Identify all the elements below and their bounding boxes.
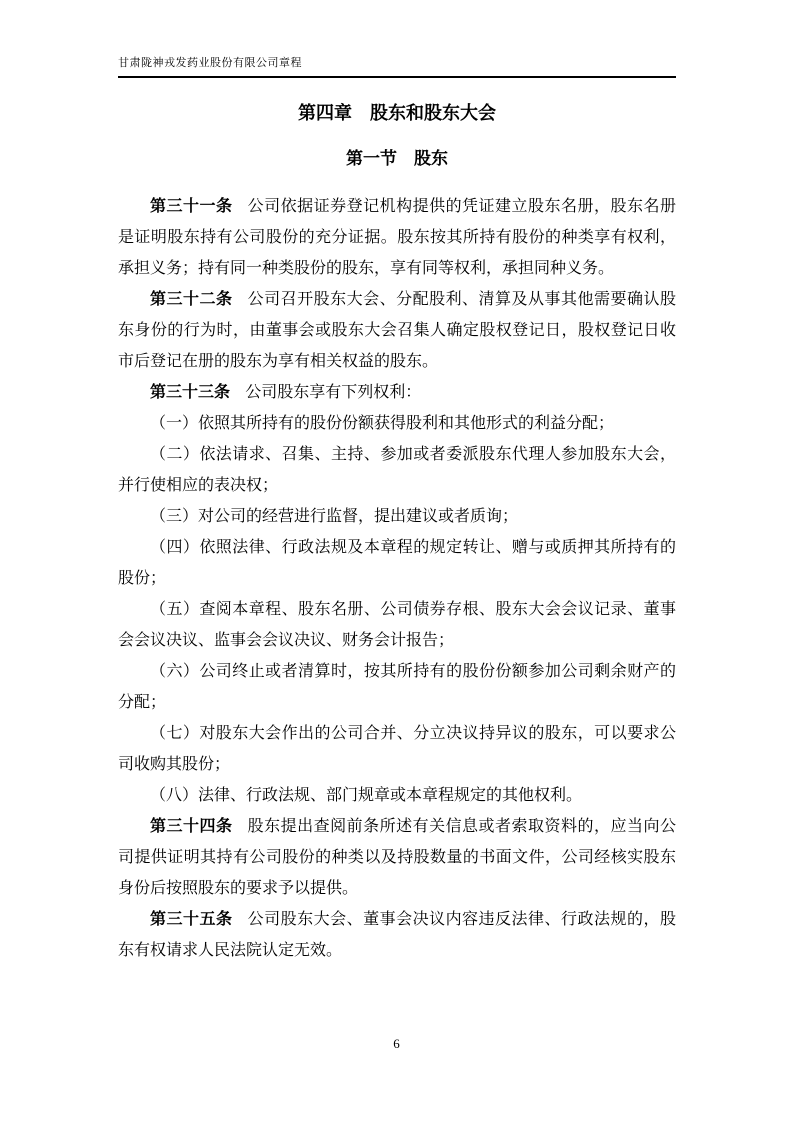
page-number: 6 xyxy=(393,1036,400,1051)
article-number-label: 第三十一条 xyxy=(150,198,233,215)
paragraph-text: （五）查阅本章程、股东名册、公司债券存根、股东大会会议记录、董事会会议决议、监事会会议决议、财务会计报告； xyxy=(118,601,676,649)
paragraph-text: （六）公司终止或者清算时，按其所持有的股份份额参加公司剩余财产的分配； xyxy=(118,663,676,711)
article-number-label: 第三十四条 xyxy=(150,818,233,835)
paragraph-text: （三）对公司的经营进行监督，提出建议或者质询； xyxy=(150,508,519,525)
paragraph-text: （二）依法请求、召集、主持、参加或者委派股东代理人参加股东大会，并行使相应的表决权； xyxy=(118,446,676,494)
paragraph-text: （七）对股东大会作出的公司合并、分立决议持异议的股东，可以要求公司收购其股份； xyxy=(118,725,676,773)
article-paragraph xyxy=(118,284,676,377)
list-item-paragraph xyxy=(118,501,676,532)
paragraph-text: 公司股东享有下列权利： xyxy=(245,384,422,401)
paragraph-text: 股东提出查阅前条所述有关信息或者索取资料的，应当向公司提供证明其持有公司股份的种类以及持股数量的书面文件，公司经核实股东身份后按照股东的要求予以提供。 xyxy=(118,818,676,897)
list-item-paragraph xyxy=(118,532,676,594)
article-paragraph xyxy=(118,191,676,284)
list-item-paragraph xyxy=(118,594,676,656)
header-title: 甘肃陇神戎发药业股份有限公司章程 xyxy=(118,57,302,69)
paragraph-text: 公司股东大会、董事会决议内容违反法律、行政法规的，股东有权请求人民法院认定无效。 xyxy=(118,911,676,959)
section-title: 第一节 股东 xyxy=(346,149,448,168)
list-item-paragraph xyxy=(118,408,676,439)
chapter-title: 第四章 股东和股东大会 xyxy=(298,103,496,123)
article-number-label: 第三十二条 xyxy=(150,291,233,308)
list-item-paragraph xyxy=(118,780,676,811)
article-paragraph xyxy=(118,904,676,966)
paragraph-text: （一）依照其所持有的股份份额获得股利和其他形式的利益分配； xyxy=(150,415,615,432)
list-item-paragraph xyxy=(118,718,676,780)
list-item-paragraph xyxy=(118,656,676,718)
document-body xyxy=(118,191,676,966)
article-number-label: 第三十三条 xyxy=(150,384,231,401)
article-paragraph xyxy=(118,811,676,904)
paragraph-text: 公司依据证券登记机构提供的凭证建立股东名册，股东名册是证明股东持有公司股份的充分证据。股东按其所持有股份的种类享有权利，承担义务；持有同一种类股份的股东，享有同等权利，承担同种义务。 xyxy=(118,198,676,277)
paragraph-text: （八）法律、行政法规、部门规章或本章程规定的其他权利。 xyxy=(150,787,583,804)
paragraph-text: （四）依照法律、行政法规及本章程的规定转让、赠与或质押其所持有的股份； xyxy=(118,539,676,587)
article-paragraph xyxy=(118,377,676,408)
document-content xyxy=(118,0,676,966)
article-number-label: 第三十五条 xyxy=(150,911,233,928)
paragraph-text: 公司召开股东大会、分配股利、清算及从事其他需要确认股东身份的行为时，由董事会或股东大会召集人确定股权登记日，股权登记日收市后登记在册的股东为享有相关权益的股东。 xyxy=(118,291,676,370)
list-item-paragraph xyxy=(118,439,676,501)
